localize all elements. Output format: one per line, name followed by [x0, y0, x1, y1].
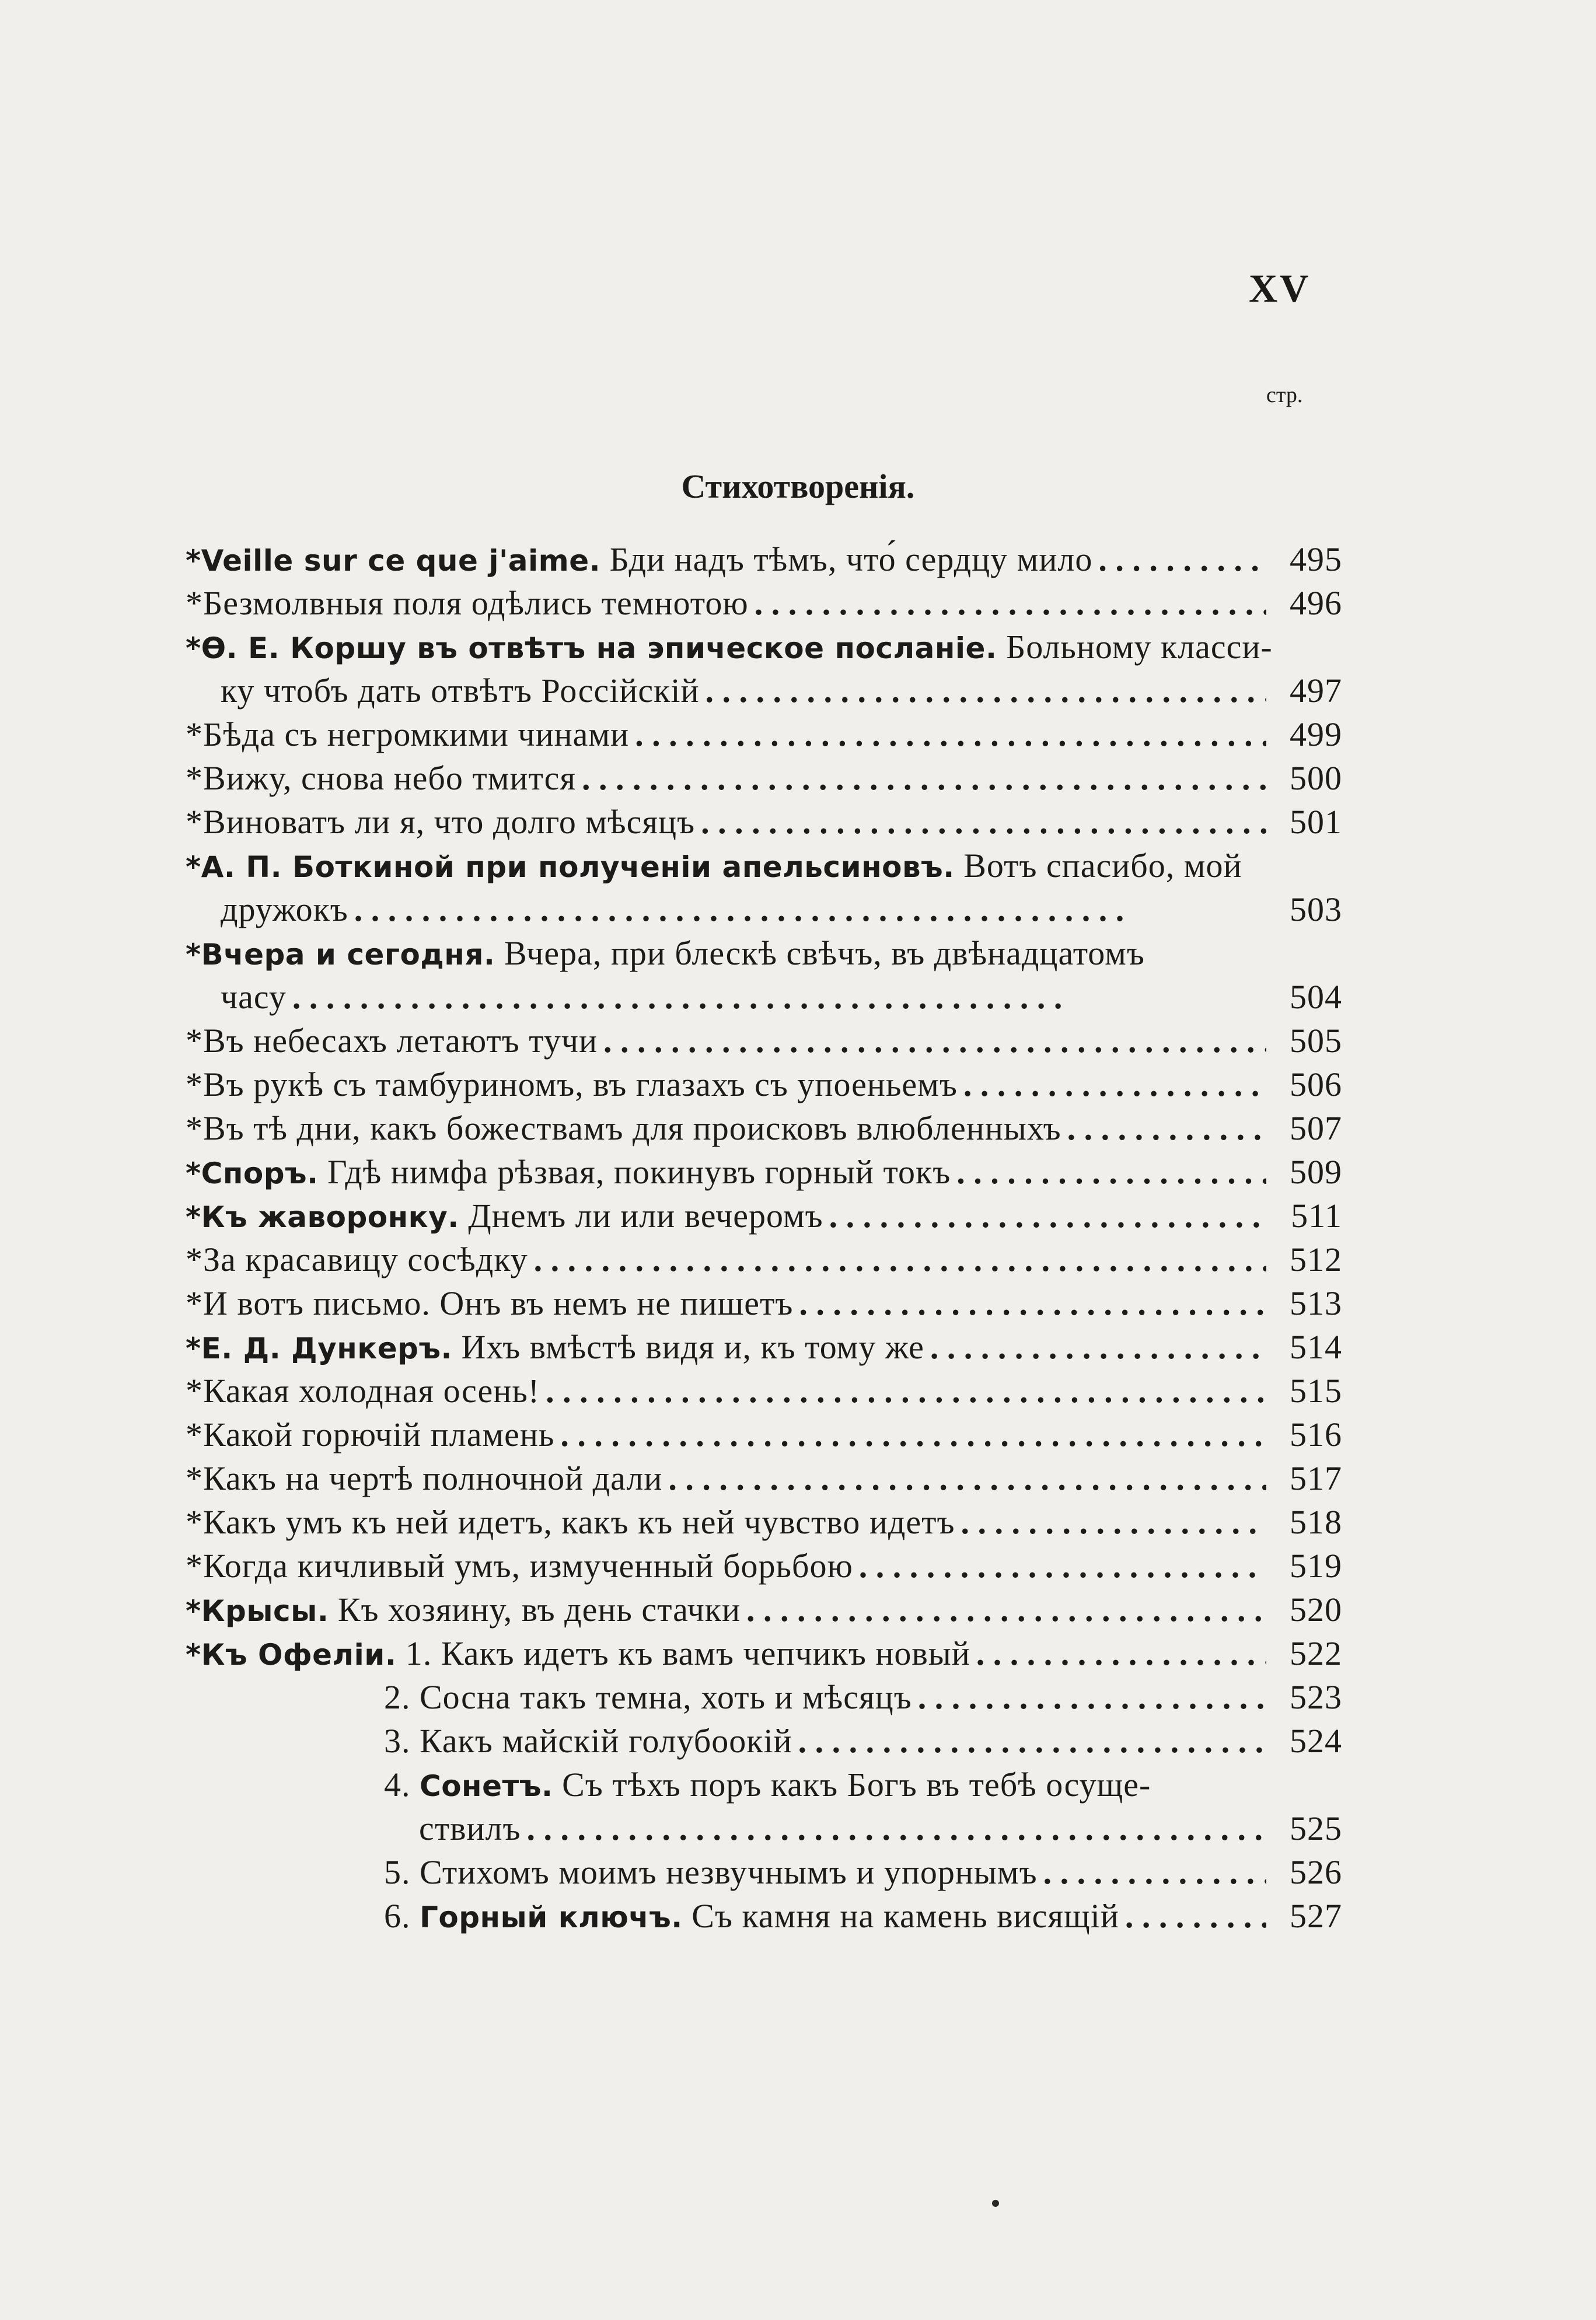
toc-entry	[186, 540, 1342, 584]
page-ref: 499	[1290, 715, 1342, 753]
section-title: Стихотворенія.	[681, 467, 915, 505]
dot-leader	[1125, 1896, 1266, 1935]
dot-leader	[1067, 1109, 1266, 1148]
dot-leader	[526, 1809, 1266, 1848]
dot-leader	[701, 802, 1266, 841]
dot-leader	[635, 715, 1266, 754]
entry-first-line: *Какая холодная осень!	[186, 1372, 540, 1410]
entry-title: *Ѳ. Е. Коршу въ отвѣтъ на эпическое посланіе.	[186, 631, 997, 665]
page-ref: 503	[1290, 890, 1342, 928]
dot-leader	[354, 890, 1266, 929]
dot-leader	[798, 1721, 1266, 1760]
page-ref: 522	[1290, 1634, 1342, 1672]
entry-first-line: Ихъ вмѣстѣ видя и, къ тому же	[452, 1328, 924, 1366]
page-ref: 526	[1290, 1853, 1342, 1891]
dot-leader	[930, 1327, 1266, 1367]
entry-title: Горный ключъ.	[420, 1900, 683, 1934]
entry-title: *Къ жаворонку.	[186, 1200, 459, 1234]
entry-first-line: 3. Какъ майскій голубоокій	[384, 1722, 792, 1760]
dot-leader	[534, 1240, 1266, 1279]
toc-entry	[186, 1284, 1342, 1327]
page-ref: 509	[1290, 1153, 1342, 1191]
dot-leader	[582, 759, 1266, 798]
page-ref: 517	[1290, 1459, 1342, 1497]
entry-first-line: *Вижу, снова небо тмится	[186, 759, 576, 797]
toc-entry-continuation	[186, 671, 1342, 715]
page-ref: 514	[1290, 1328, 1342, 1366]
page-ref: 512	[1290, 1241, 1342, 1278]
entry-first-line: 5. Стихомъ моимъ незвучнымъ и упорнымъ	[384, 1853, 1038, 1891]
entry-first-line: Съ камня на камень висящій	[682, 1897, 1119, 1935]
entry-first-line: *Въ рукѣ съ тамбуриномъ, въ глазахъ съ упоеньемъ	[186, 1065, 958, 1103]
dot-leader	[963, 1065, 1266, 1104]
dot-leader	[961, 1503, 1266, 1542]
toc-entry	[186, 1021, 1342, 1065]
page-ref: 511	[1291, 1197, 1342, 1235]
entry-number: 6.	[384, 1897, 420, 1935]
toc-entry	[186, 1546, 1342, 1590]
entry-first-line: Бди надъ тѣмъ, что́ сердцу мило	[600, 540, 1093, 578]
entry-first-line: *Какъ умъ къ ней идетъ, какъ къ ней чувство идетъ	[186, 1503, 955, 1541]
page-ref: 523	[1290, 1678, 1342, 1716]
toc-entry	[186, 1196, 1342, 1240]
toc-subentry	[186, 1678, 1342, 1721]
toc-entry	[186, 584, 1342, 627]
page-ref: 524	[1290, 1722, 1342, 1760]
page-ref: 501	[1290, 803, 1342, 841]
toc-entry	[186, 715, 1342, 759]
toc-entry	[186, 934, 1342, 977]
toc-entry	[186, 846, 1342, 890]
entry-first-line: Гдѣ нимфа рѣзвая, покинувъ горный токъ	[318, 1153, 951, 1191]
entry-first-line: Вотъ спасибо, мой	[954, 847, 1242, 885]
entry-title: *А. П. Боткиной при полученіи апельсиновъ.	[186, 850, 955, 884]
toc-entry	[186, 1634, 1342, 1678]
dot-leader	[292, 977, 1266, 1016]
toc-entry	[186, 1240, 1342, 1284]
entry-first-line: *Въ небесахъ летаютъ тучи	[186, 1022, 598, 1060]
page-ref: 515	[1290, 1372, 1342, 1410]
toc-entry	[186, 1590, 1342, 1634]
entry-first-line: 1. Какъ идетъ къ вамъ чепчикъ новый	[396, 1634, 970, 1672]
page-ref: 497	[1290, 672, 1342, 710]
entry-number: 4.	[384, 1766, 420, 1804]
entry-first-line: *Виноватъ ли я, что долго мѣсяцъ	[186, 803, 696, 841]
entry-first-line: *Безмолвныя поля одѣлись темнотою	[186, 584, 749, 622]
page-ref: 518	[1290, 1503, 1342, 1541]
dot-leader	[1098, 540, 1266, 579]
page-ref: 516	[1290, 1416, 1342, 1454]
toc-entry	[186, 759, 1342, 802]
entry-first-line: *Когда кичливый умъ, измученный борьбою	[186, 1547, 853, 1585]
toc-entry	[186, 1109, 1342, 1152]
dot-leader	[918, 1678, 1266, 1717]
entry-first-line: *Бѣда съ негромкими чинами	[186, 715, 630, 753]
toc-entry	[186, 627, 1342, 671]
table-of-contents	[186, 540, 1342, 1940]
dot-leader	[1043, 1853, 1266, 1892]
page-ref: 507	[1290, 1109, 1342, 1147]
page-ref: 513	[1290, 1284, 1342, 1322]
entry-title: *Крысы.	[186, 1594, 329, 1628]
entry-title: *Veille sur ce que j'aime.	[186, 544, 601, 578]
toc-entry	[186, 1371, 1342, 1415]
entry-title: *Е. Д. Дункеръ.	[186, 1332, 453, 1365]
dot-leader	[546, 1371, 1266, 1410]
dot-leader	[755, 584, 1266, 623]
page-ref: 520	[1290, 1591, 1342, 1629]
page-ref: 500	[1290, 759, 1342, 797]
entry-first-line: часу	[221, 978, 287, 1016]
page-ref: 519	[1290, 1547, 1342, 1585]
toc-subentry	[186, 1765, 1342, 1809]
page-ref: 496	[1290, 584, 1342, 622]
entry-first-line: *За красавицу сосѣдку	[186, 1241, 528, 1278]
toc-subentry-continuation	[186, 1809, 1342, 1853]
page-ref: 506	[1290, 1065, 1342, 1103]
page-ref: 505	[1290, 1022, 1342, 1060]
page-number: XV	[1249, 266, 1311, 310]
entry-first-line: Съ тѣхъ поръ какъ Богъ въ тебѣ осуще-	[553, 1766, 1151, 1804]
entry-first-line: *Какъ на чертѣ полночной дали	[186, 1459, 663, 1497]
toc-entry	[186, 1503, 1342, 1546]
dot-leader	[603, 1021, 1266, 1060]
dot-leader	[956, 1152, 1266, 1192]
entry-first-line: Къ хозяину, въ день стачки	[329, 1591, 741, 1629]
page-column-header: стр.	[1266, 383, 1303, 407]
toc-subentry	[186, 1853, 1342, 1896]
dot-leader	[799, 1284, 1266, 1323]
entry-first-line: дружокъ	[221, 890, 348, 928]
entry-title: *Вчера и сегодня.	[186, 938, 495, 972]
page-ref: 525	[1290, 1809, 1342, 1847]
entry-title: Сонетъ.	[420, 1769, 553, 1803]
entry-first-line: *Какой горючій пламень	[186, 1416, 555, 1454]
entry-first-line: 2. Сосна такъ темна, хоть и мѣсяцъ	[384, 1678, 912, 1716]
entry-first-line: *Въ тѣ дни, какъ божествамъ для происковъ влюбленныхъ	[186, 1109, 1061, 1147]
toc-entry-continuation	[186, 977, 1342, 1021]
toc-entry	[186, 1459, 1342, 1503]
dot-leader	[976, 1634, 1266, 1673]
toc-subentry	[186, 1721, 1342, 1765]
dot-leader	[706, 671, 1267, 710]
dot-leader	[668, 1459, 1266, 1498]
entry-title: *Споръ.	[186, 1156, 319, 1190]
toc-entry	[186, 1327, 1342, 1371]
toc-subentry	[186, 1896, 1342, 1940]
entry-first-line: Днемъ ли или вечеромъ	[459, 1197, 823, 1235]
toc-entry	[186, 802, 1342, 846]
printer-mark-dot	[992, 2200, 999, 2207]
entry-first-line: Больному класси-	[997, 628, 1273, 666]
page-ref: 504	[1290, 978, 1342, 1016]
toc-entry	[186, 1152, 1342, 1196]
page-ref: 495	[1290, 540, 1342, 578]
dot-leader	[829, 1196, 1266, 1235]
dot-leader	[859, 1546, 1266, 1585]
dot-leader	[746, 1590, 1266, 1629]
page-ref: 527	[1290, 1897, 1342, 1935]
entry-title: *Къ Офеліи.	[186, 1638, 397, 1672]
entry-first-line: ку чтобъ дать отвѣтъ Россійскій	[221, 672, 700, 710]
entry-first-line: ствилъ	[419, 1809, 521, 1847]
dot-leader	[560, 1415, 1266, 1454]
toc-entry	[186, 1415, 1342, 1459]
entry-first-line: *И вотъ письмо. Онъ въ немъ не пишетъ	[186, 1284, 794, 1322]
toc-entry	[186, 1065, 1342, 1109]
entry-first-line: Вчера, при блескѣ свѣчъ, въ двѣнадцатомъ	[495, 934, 1145, 972]
toc-entry-continuation	[186, 890, 1342, 934]
